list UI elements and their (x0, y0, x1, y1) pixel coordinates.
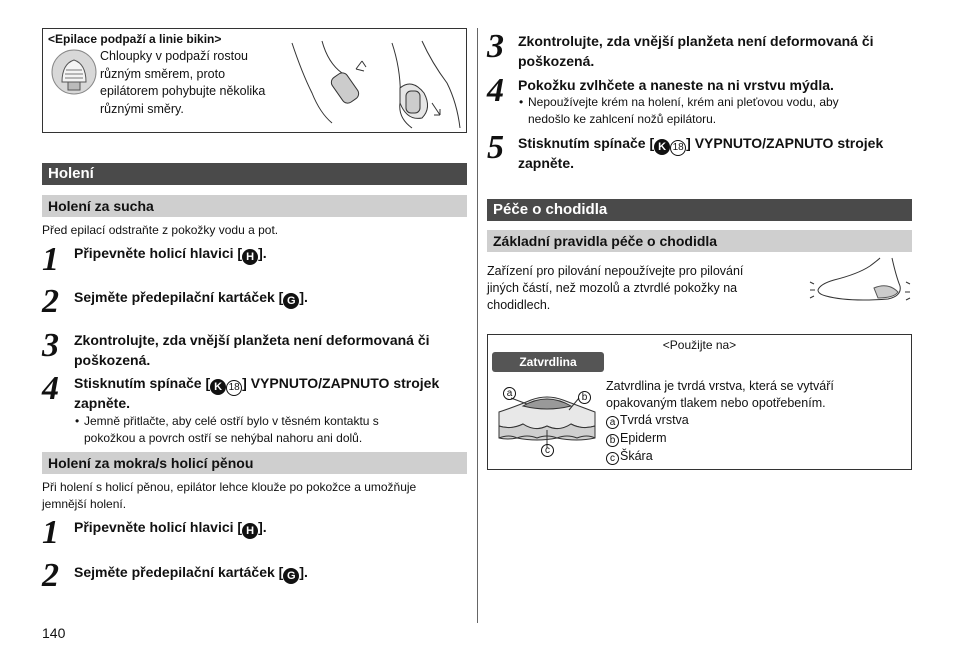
right-bullet-2: nedošlo ke zahlcení nožů epilátoru. (528, 112, 717, 126)
step-number: 1 (42, 241, 59, 278)
callus-tag: Zatvrdlina (492, 352, 604, 372)
step-number: 4 (42, 370, 59, 407)
dry-step-3-line2: poškozená. (74, 352, 151, 368)
step-number: 4 (487, 72, 504, 109)
callus-desc-2: opakovaným tlakem nebo opotřebením. (606, 396, 826, 410)
subsection-dry: Holení za sucha (42, 195, 467, 217)
use-header: <Použijte na> (662, 338, 737, 352)
ref-g-icon: G (283, 293, 299, 309)
column-divider (477, 28, 478, 623)
right-step-5-line1: Stisknutím spínače [ K 18 ] VYPNUTO/ZAPNUTO strojek (518, 133, 883, 156)
wet-step-2: Sejměte předepilační kartáček [ G ]. (74, 564, 308, 582)
foot-illustration (808, 256, 912, 306)
ref-k-icon: K (654, 139, 670, 155)
wet-step-1: Připevněte holicí hlavici [ H ]. (74, 519, 267, 537)
section-holeni: Holení (42, 163, 467, 185)
label-b: b (578, 391, 591, 404)
ref-18-icon: 18 (670, 140, 686, 156)
tip-text-3: epilátorem pohybujte několika (100, 84, 266, 98)
ref-k-icon: K (210, 379, 226, 395)
label-c: c (541, 444, 554, 457)
callus-desc-1: Zatvrdlina je tvrdá vrstva, která se vytváří (606, 379, 834, 393)
wet-intro-2: jemnější holení. (42, 497, 127, 511)
bullet-dot-icon: • (519, 95, 524, 109)
dry-step-2: Sejměte předepilační kartáček [ G ]. (74, 289, 308, 307)
wet-intro-1: Při holení s holicí pěnou, epilátor lehce klouže po pokožce a umožňuje (42, 480, 417, 494)
ref-18-icon: 18 (226, 380, 242, 396)
dry-step-3-line1: Zkontrolujte, zda vnější planžeta není deformovaná či (74, 332, 430, 348)
ref-g-icon: G (283, 568, 299, 584)
dry-bullet-1: Jemně přitlačte, aby celé ostří bylo v těsném kontaktu s (84, 414, 379, 428)
page-number: 140 (42, 625, 66, 641)
dry-step-4-line1: Stisknutím spínače [ K 18 ] VYPNUTO/ZAPNUTO strojek (74, 373, 439, 396)
bullet-dot-icon: • (75, 414, 80, 428)
epilator-head-icon (50, 48, 98, 96)
section-foot-care: Péče o chodidla (487, 199, 912, 221)
dry-step-4-line2: zapněte. (74, 395, 131, 411)
tip-title: <Epilace podpaží a linie bikin> (48, 32, 222, 46)
subsection-foot-rules: Základní pravidla péče o chodidla (487, 230, 912, 252)
step-number: 2 (42, 557, 59, 594)
right-step-3-line1: Zkontrolujte, zda vnější planžeta není deformovaná či (518, 33, 874, 49)
step-number: 3 (42, 327, 59, 364)
dry-bullet-2: pokožkou a povrch ostří se nehýbal nahoru ani dolů. (84, 431, 363, 445)
dry-intro: Před epilací odstraňte z pokožky vodu a pot. (42, 223, 279, 237)
step-number: 5 (487, 129, 504, 166)
ref-h-icon: H (242, 523, 258, 539)
foot-intro-1: Zařízení pro pilování nepoužívejte pro pilování (487, 264, 744, 278)
dry-step-1: Připevněte holicí hlavici [ H ]. (74, 245, 267, 263)
tip-text-2: různým směrem, proto (100, 67, 226, 81)
step-number: 2 (42, 283, 59, 320)
step-number: 3 (487, 28, 504, 65)
tip-text-1: Chloupky v podpaží rostou (100, 49, 249, 63)
right-step-5-line2: zapněte. (518, 155, 575, 171)
foot-intro-3: chodidlech. (487, 298, 551, 312)
subsection-wet: Holení za mokra/s holicí pěnou (42, 452, 467, 474)
right-bullet-1: Nepoužívejte krém na holení, krém ani pleťovou vodu, aby (528, 95, 839, 109)
legend-b: b Epiderm (606, 430, 667, 447)
ref-h-icon: H (242, 249, 258, 265)
legend-c: c Škára (606, 448, 653, 465)
label-a: a (503, 387, 516, 400)
tip-text-4: různými směry. (100, 102, 184, 116)
right-step-3-line2: poškozená. (518, 53, 595, 69)
step-number: 1 (42, 514, 59, 551)
armpit-illustration (282, 33, 464, 130)
right-step-4: Pokožku zvlhčete a naneste na ni vrstvu mýdla. (518, 77, 834, 93)
foot-intro-2: jiných částí, než mozolů a ztvrdlé pokožky na (487, 281, 738, 295)
legend-a: a Tvrdá vrstva (606, 412, 689, 429)
